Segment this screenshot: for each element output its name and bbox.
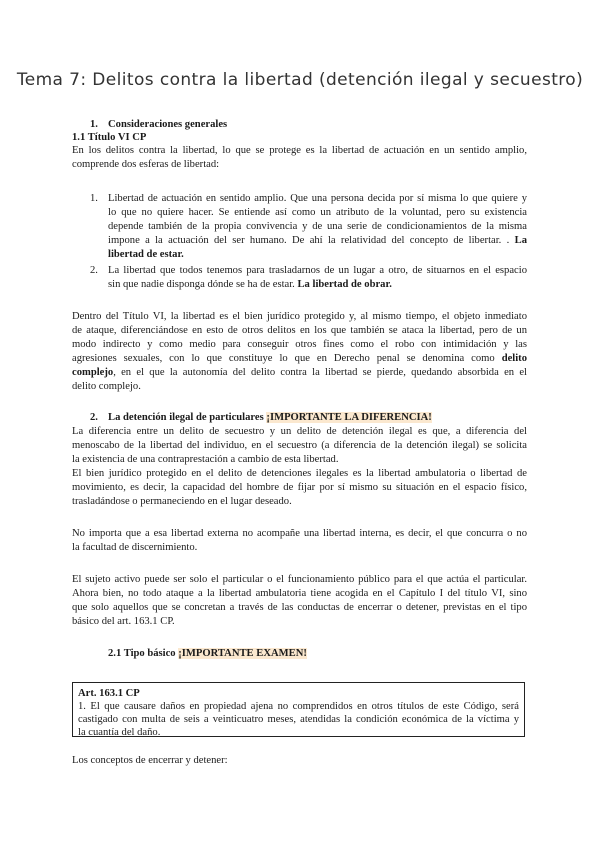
exam-highlight: ¡IMPORTANTE EXAMEN! xyxy=(178,648,307,659)
section-1-heading: Consideraciones generales xyxy=(108,119,228,130)
paragraph-line: No importa que a esa libertad externa no acompañe una libertad interna, es decir, el que concurra o no xyxy=(72,528,527,539)
paragraph-line: comprende dos esferas de libertad: xyxy=(72,159,220,170)
subsection-2-1-heading: 2.1 Tipo básico ¡IMPORTANTE EXAMEN! xyxy=(108,648,307,659)
article-box xyxy=(72,682,525,737)
article-line: 1. El que causare daños en propiedad ajena no comprendidos en otros títulos de este Código, será xyxy=(78,701,519,712)
list-item-line: impone a la actuación del ser humano. De ahí la relatividad del concepto de libertar. . La xyxy=(108,235,527,246)
list-number: 1. xyxy=(90,193,98,204)
list-item-line: sin que nadie disponga dónde se ha de estar. La libertad de obrar. xyxy=(108,279,392,290)
page-title: Tema 7: Delitos contra la libertad (detención ilegal y secuestro) xyxy=(16,70,584,90)
paragraph-line: trasladándose o permaneciendo en el lugar deseado. xyxy=(72,496,292,507)
list-item-line: Libertad de actuación en sentido amplio. Que una persona decida por sí misma lo que quiere y xyxy=(108,193,527,204)
paragraph-line: delito complejo. xyxy=(72,381,141,392)
paragraph-line: Ahora bien, no todo ataque a la libertad ambulatoria tiene acogida en el Capítulo I del título VI, sino xyxy=(72,588,527,599)
paragraph-line: El sujeto activo puede ser solo el particular o el funcionamiento público para el que actúa el particular. xyxy=(72,574,527,585)
paragraph-line: la existencia de una contraprestación a cambio de esta libertad. xyxy=(72,454,339,465)
article-title: Art. 163.1 CP xyxy=(78,688,140,699)
list-item-line: depende también de la propia convivencia y de una serie de condicionamientos de la misma xyxy=(108,221,527,232)
article-line: la cuantía del daño. xyxy=(78,727,161,738)
paragraph-line: la facultad de discernimiento. xyxy=(72,542,198,553)
paragraph-line: menoscabo de la libertad del individuo, en el secuestro (a diferencia de la detención ilegal) se solicita xyxy=(72,440,527,451)
paragraph-line: modo indirecto y como medio para conseguir otros fines como el robo con intimidación y las xyxy=(72,339,527,350)
paragraph-line: que solo aquellos que se concretan a través de las conductas de encerrar o detener, previstas en el tipo xyxy=(72,602,527,613)
section-2-number: 2. xyxy=(90,412,98,423)
section-1-number: 1. xyxy=(90,119,98,130)
paragraph-line: movimiento, es decir, la capacidad del hombre de fijar por sí mismo su situación en el espacio físico, xyxy=(72,482,527,493)
list-number: 2. xyxy=(90,265,98,276)
paragraph-line: complejo, en el que la autonomía del delito contra la libertad se pierde, quedando absorbida en el xyxy=(72,367,527,378)
section-2-heading: La detención ilegal de particulares ¡IMPORTANTE LA DIFERENCIA! xyxy=(108,412,432,423)
list-item-line: lo que no quiere hacer. Se entiende así como un atributo de la voluntad, pero su existencia xyxy=(108,207,527,218)
paragraph-line: agresiones sexuales, con lo que constituye lo que en Derecho penal se denomina como delito xyxy=(72,353,527,364)
paragraph-line: básico del art. 163.1 CP. xyxy=(72,616,175,627)
paragraph-line: En los delitos contra la libertad, lo que se protege es la libertad de actuación en un sentido amplio, xyxy=(72,145,527,156)
paragraph-line: El bien jurídico protegido en el delito de detenciones ilegales es la libertad ambulatoria o libertad de xyxy=(72,468,527,479)
important-highlight: ¡IMPORTANTE LA DIFERENCIA! xyxy=(266,412,432,423)
paragraph-line: Dentro del Título VI, la libertad es el bien jurídico protegido y, al mismo tiempo, el objeto inmediato xyxy=(72,311,527,322)
list-item-line: La libertad que todos tenemos para trasladarnos de un lugar a otro, de situarnos en el espacio xyxy=(108,265,527,276)
paragraph-line: La diferencia entre un delito de secuestro y un delito de detención ilegal es que, a diferencia del xyxy=(72,426,527,437)
paragraph-line: de ataque, diferenciándose en esto de otros delitos en los que también se ataca la libertad, pero de un xyxy=(72,325,527,336)
closing-line: Los conceptos de encerrar y detener: xyxy=(72,755,228,766)
article-line: castigado con multa de seis a veinticuatro meses, atendidas la condición económica de la víctima y xyxy=(78,714,519,725)
list-item-line-bold: libertad de estar. xyxy=(108,249,184,260)
subsection-1-1-heading: 1.1 Título VI CP xyxy=(72,132,147,143)
